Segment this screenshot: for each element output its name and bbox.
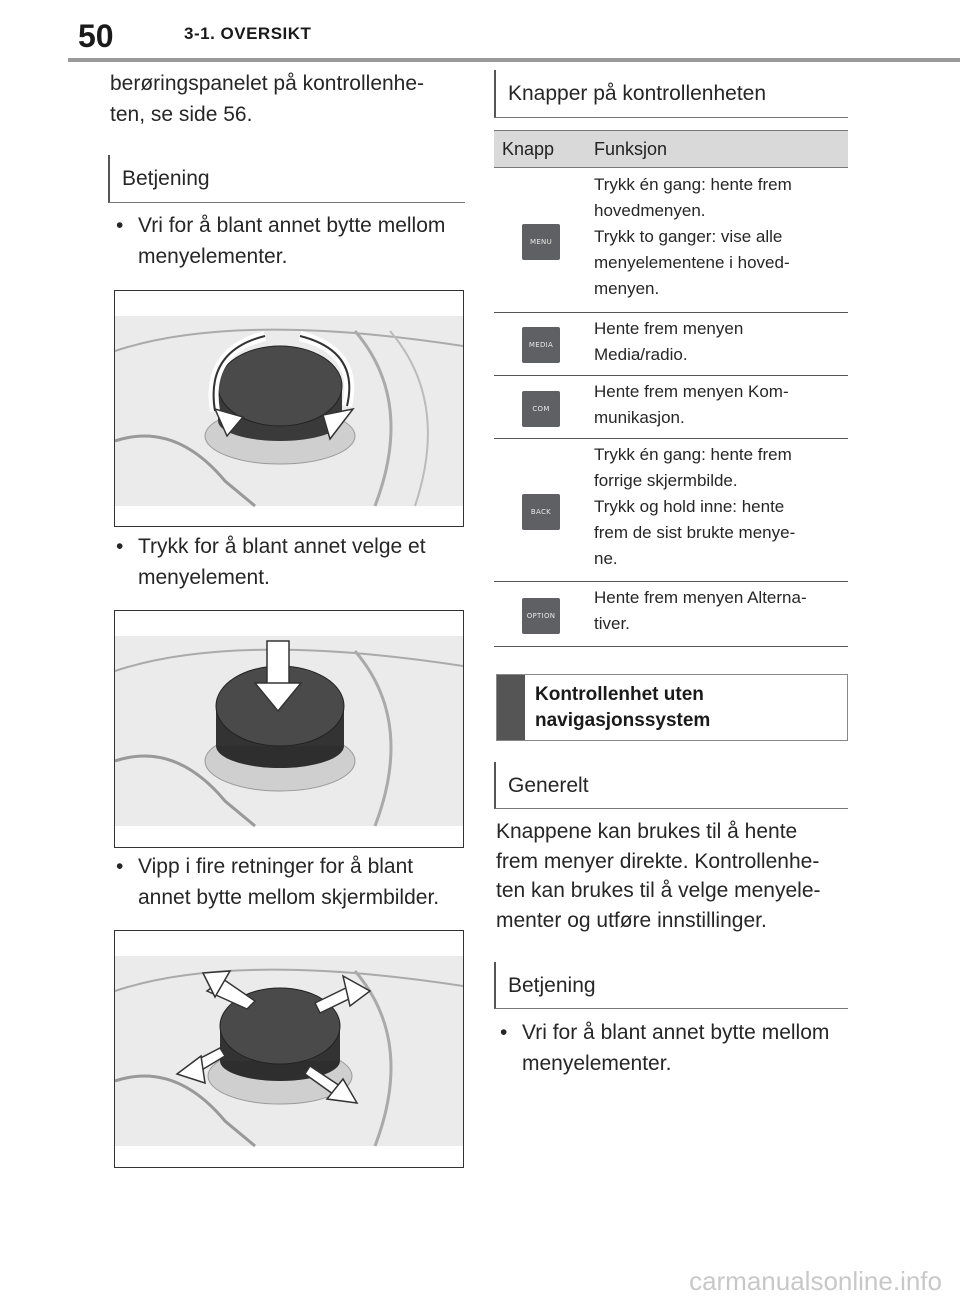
function-line: Trykk én gang: hente frem [594,175,792,194]
intro-line-2: ten, se side 56. [110,103,253,126]
illustration-press [114,610,464,848]
function-line: Hente frem menyen Kom- [594,382,789,401]
bullet-line: annet bytte mellom skjermbilder. [138,886,440,909]
section-heading-text: Betjening [122,167,210,190]
table-row [494,582,848,646]
bullet-line: Vri for å blant annet bytte mellom [522,1021,830,1044]
header-rule [68,58,960,62]
function-line: Media/radio. [594,345,688,364]
row-function [594,172,844,302]
function-line: menyen. [594,279,660,298]
section-heading-betjening-2 [494,962,848,1009]
bullet-rotate-2 [500,1017,860,1079]
function-line: Trykk én gang: hente frem [594,445,792,464]
paragraph-line: Knappene kan brukes til å hente [496,820,798,843]
function-line: Hente frem menyen Alterna- [594,588,807,607]
section-heading-text: Betjening [508,974,596,997]
intro-paragraph [110,68,470,130]
row-function [594,442,844,572]
paragraph-line: menter og utføre innstillinger. [496,908,767,932]
back-button-icon: BACK [522,494,560,530]
row-function [594,316,844,368]
menu-button-icon: MENU [522,224,560,260]
box-heading-line: Kontrollenhet uten [535,684,704,705]
table-row [494,313,848,375]
intro-line-1: berøringspanelet på kontrollenhe- [110,72,425,95]
table-row [494,168,848,312]
watermark: carmanualsonline.info [689,1266,942,1296]
bullet-line: menyelementer. [138,245,288,268]
column-header-funksjon: Funksjon [594,139,668,159]
bullet-line: Vipp i fire retninger for å blant [138,855,414,878]
bullet-line: Trykk for å blant annet velge et [138,535,426,558]
row-function [594,585,844,637]
generelt-paragraph [496,817,856,935]
section-heading-text: Generelt [508,774,589,797]
bullet-line: menyelement. [138,566,270,589]
function-line: forrige skjermbilde. [594,471,738,490]
chapter-title: 3-1. OVERSIKT [184,24,312,43]
page-number: 50 [78,18,114,54]
section-box-heading [496,674,848,741]
row-function [594,379,844,431]
bullet-line: Vri for å blant annet bytte mellom [138,214,446,237]
function-line: menyelementene i hoved- [594,253,790,272]
paragraph-line: frem menyer direkte. Kontrollenhe- [496,849,820,873]
section-heading-knapper [494,70,848,118]
row-divider [494,646,848,647]
function-line: frem de sist brukte menye- [594,523,796,542]
bullet-line: menyelementer. [522,1052,672,1075]
function-line: Trykk to ganger: vise alle [594,227,783,246]
bullet-rotate [116,210,476,272]
table-row [494,439,848,581]
bullet-dot: • [500,1021,508,1044]
bullet-press [116,531,476,593]
bullet-tilt [116,851,476,913]
section-heading-betjening [108,155,465,203]
illustration-rotate [114,290,464,527]
box-heading-line: navigasjonssystem [535,710,711,731]
com-button-icon: COM [522,391,560,427]
column-header-knapp: Knapp [502,139,555,159]
media-button-icon: MEDIA [522,327,560,363]
table-row [494,376,848,438]
function-line: munikasjon. [594,408,685,427]
illustration-tilt [114,930,464,1168]
paragraph-line: ten kan brukes til å velge menyele- [496,879,821,902]
box-heading-text [535,682,710,734]
section-heading-generelt [494,762,848,809]
table-header [494,130,848,168]
function-line: Hente frem menyen [594,319,744,338]
bullet-dot: • [116,214,124,237]
bullet-dot: • [116,535,124,558]
section-heading-text: Knapper på kontrollenheten [508,82,767,105]
function-line: tiver. [594,614,630,633]
function-line: ne. [594,549,618,568]
option-button-icon: OPTION [522,598,560,634]
heading-bar [497,675,525,740]
function-line: Trykk og hold inne: hente [594,497,785,516]
press-arrow [267,641,289,686]
bullet-dot: • [116,855,124,878]
function-line: hovedmenyen. [594,201,706,220]
